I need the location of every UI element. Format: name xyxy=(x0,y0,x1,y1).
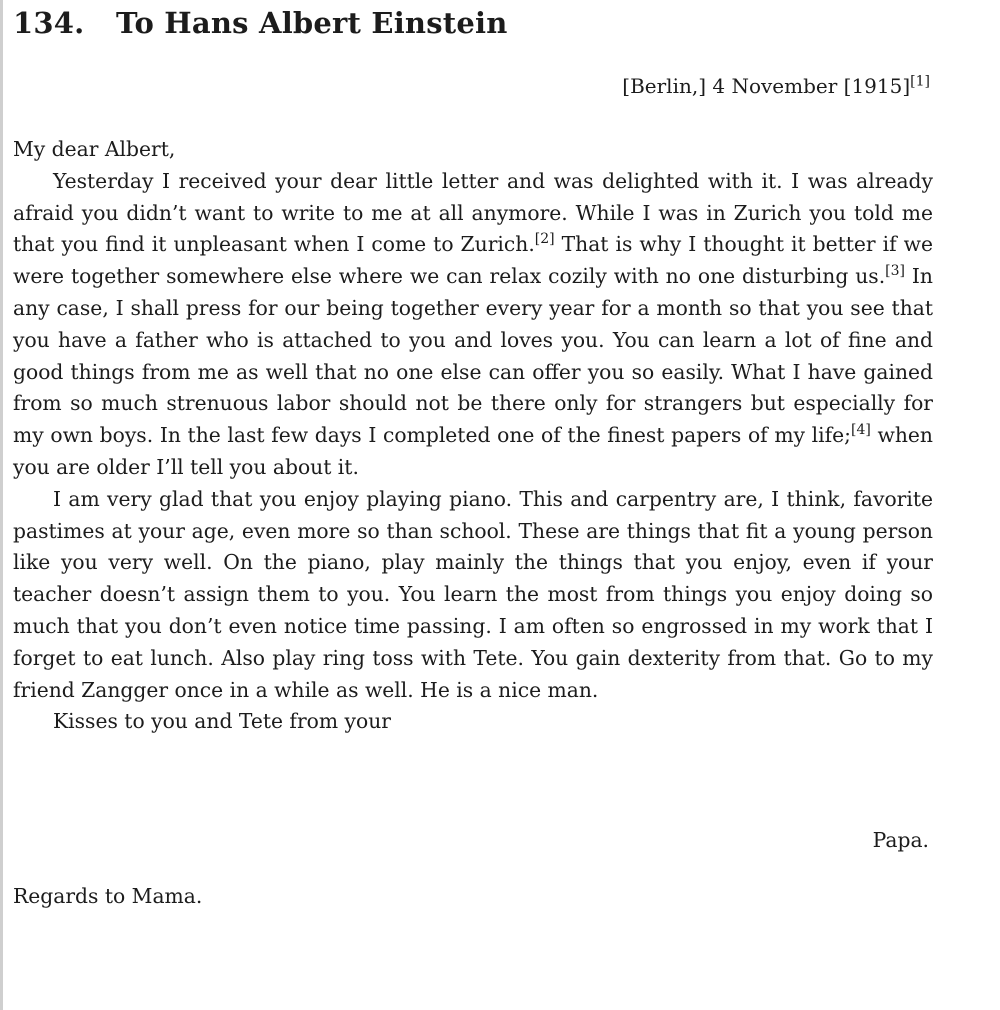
footnote-ref-2: [2] xyxy=(534,231,555,248)
letter-heading xyxy=(13,6,507,40)
letter-number: 134. xyxy=(13,6,85,40)
signature: Papa. xyxy=(872,828,929,852)
paragraph-1-part-2: That is why I thought it better if we were together somewhere else where we can relax cozily with no one disturbing us. xyxy=(13,232,933,289)
footnote-ref-4: [4] xyxy=(851,422,871,439)
postscript: Regards to Mama. xyxy=(13,884,203,908)
footnote-ref-1: [1] xyxy=(910,73,930,90)
salutation: My dear Albert, xyxy=(13,137,176,161)
paragraph-1 xyxy=(13,166,933,484)
paragraph-1-part-1: Yesterday I received your dear little letter and was delighted with it. I was already afraid you didn’t want to write to me at all anymore. While I was in Zurich you told me that you find it unpleasant when I come to Zurich. xyxy=(13,168,933,257)
dateline xyxy=(622,74,930,98)
closing-line: Kisses to you and Tete from your xyxy=(53,709,391,734)
letter-body xyxy=(13,134,933,738)
paragraph-1-part-4: when you are older I’ll tell you about it. xyxy=(13,423,933,479)
dateline-text: [Berlin,] 4 November [1915] xyxy=(622,74,911,98)
paragraph-2: I am very glad that you enjoy playing piano. This and carpentry are, I think, favorite pastimes at your age, even more so than school. These are things that fit a young person like you very well. On the piano, play mainly the things that you enjoy, even if your teacher doesn’t assign them to you. You learn the most from things you enjoy doing so much that you don’t even notice time passing. I am often so engrossed in my work that I forget to eat lunch. Also play ring toss with Tete. You gain dexterity from that. Go to my friend Zangger once in a while as well. He is a nice man. xyxy=(13,486,933,702)
letter-title: To Hans Albert Einstein xyxy=(116,6,508,40)
footnote-ref-3: [3] xyxy=(885,263,906,280)
paragraph-1-part-3: In any case, I shall press for our being together every year for a month so that you see that you have a father who is attached to you and loves you. You can learn a lot of fine and good things from me as well that no one else can offer you so easily. What I have gained from so much strenuous labor should not be there only for strangers but especially for my own boys. In the last few days I completed one of the finest papers of my life; xyxy=(13,264,933,448)
